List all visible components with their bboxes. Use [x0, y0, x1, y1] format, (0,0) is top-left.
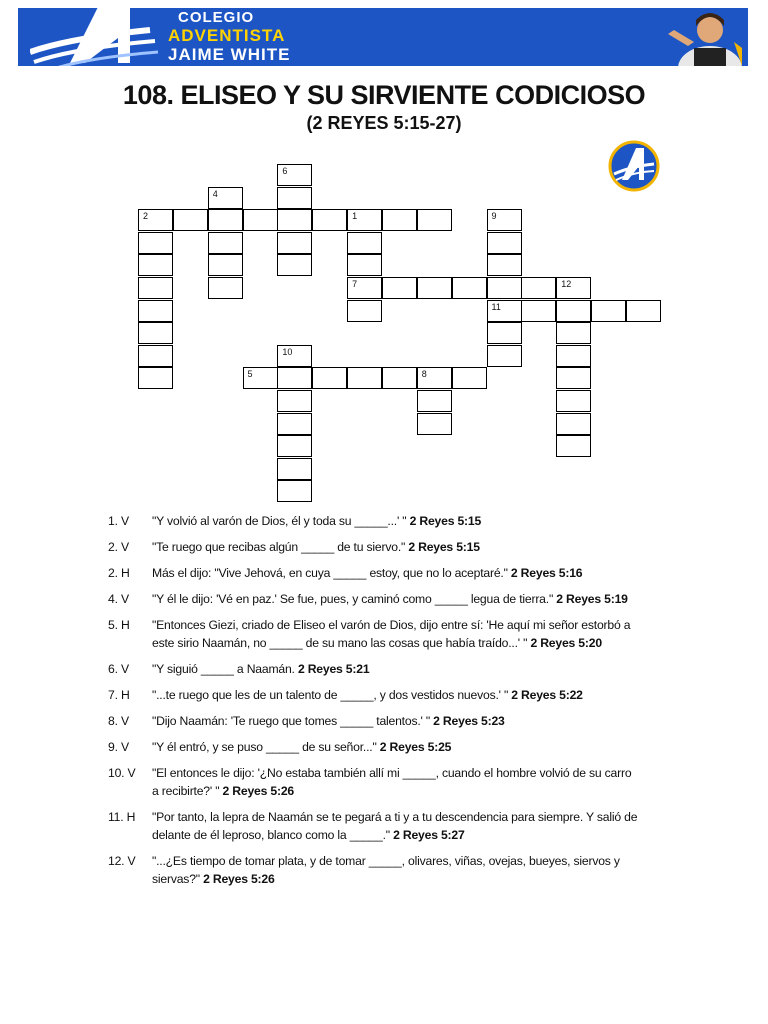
crossword-cell[interactable]: [138, 277, 173, 299]
clue-number-marker: 1: [352, 211, 358, 222]
clue-number: 9. V: [108, 740, 129, 754]
clue-text: "...¿Es tiempo de tomar plata, y de tomar _____, olivares, viñas, ovejas, bueyes, siervos y siervas?": [152, 854, 620, 886]
crossword-cell[interactable]: [243, 209, 278, 231]
clue-item: [108, 590, 638, 608]
clue-number: 11. H: [108, 810, 136, 824]
clue-number-marker: 12: [561, 279, 572, 289]
clue-item: [108, 660, 638, 678]
clue-text: "Y volvió al varón de Dios, él y toda su _____...' ": [152, 514, 407, 528]
crossword-cell[interactable]: [277, 232, 312, 254]
crossword-cell[interactable]: [312, 209, 347, 231]
clue-number-marker: 7: [352, 279, 358, 289]
crossword-cell[interactable]: [487, 322, 522, 344]
crossword-cell[interactable]: [312, 367, 347, 389]
clue-reference: 2 Reyes 5:23: [433, 714, 505, 728]
crossword-cell[interactable]: [138, 345, 173, 367]
crossword-cell[interactable]: [556, 345, 591, 367]
crossword-cell[interactable]: [556, 367, 591, 389]
crossword-cell[interactable]: [487, 345, 522, 367]
crossword-cell[interactable]: [417, 277, 452, 299]
clue-item: [108, 738, 638, 756]
clue-item: [108, 712, 638, 730]
crossword-cell[interactable]: [277, 458, 312, 480]
clue-reference: 2 Reyes 5:26: [203, 872, 275, 886]
crossword-cell[interactable]: [417, 390, 452, 412]
crossword-cell[interactable]: [521, 277, 556, 299]
crossword-cell[interactable]: [277, 390, 312, 412]
crossword-cell[interactable]: [277, 480, 312, 502]
crossword-cell[interactable]: [208, 209, 243, 231]
crossword-cell[interactable]: [556, 435, 591, 457]
page-subtitle: (2 REYES 5:15-27): [306, 113, 462, 133]
crossword-cell[interactable]: [591, 300, 626, 322]
clue-item: [108, 512, 638, 530]
clue-reference: 2 Reyes 5:25: [379, 740, 452, 754]
clue-number-marker: 5: [247, 369, 253, 380]
crossword-cell[interactable]: [382, 277, 417, 299]
clue-reference: 2 Reyes 5:22: [511, 688, 583, 702]
crossword-cell[interactable]: [521, 300, 556, 322]
crossword-cell[interactable]: [138, 367, 173, 389]
crossword-cell[interactable]: [626, 300, 661, 322]
clue-number: 1. V: [108, 514, 129, 528]
clue-text: Más el dijo: "Vive Jehová, en cuya _____ estoy, que no lo aceptaré.": [152, 566, 508, 580]
crossword-cell[interactable]: [452, 367, 487, 389]
crossword-cell[interactable]: [208, 277, 243, 299]
crossword-cell[interactable]: [556, 322, 591, 344]
clue-reference: 2 Reyes 5:20: [530, 636, 602, 650]
clue-item: [108, 808, 638, 844]
clue-reference: 2 Reyes 5:16: [510, 566, 583, 580]
crossword-cell[interactable]: [347, 254, 382, 276]
crossword-cell[interactable]: [208, 254, 243, 276]
crossword-cell[interactable]: [452, 277, 487, 299]
crossword-cell[interactable]: [382, 367, 417, 389]
clue-number: 8. V: [108, 714, 129, 728]
clue-item: [108, 764, 638, 800]
crossword-cell[interactable]: [556, 300, 591, 322]
crossword-cell[interactable]: [138, 322, 173, 344]
clue-number-marker: 10: [282, 346, 293, 357]
clue-list: [108, 512, 638, 896]
clue-number: 2. H: [108, 566, 130, 580]
clue-reference: 2 Reyes 5:27: [393, 828, 465, 842]
crossword-cell[interactable]: [277, 435, 312, 457]
clue-text: "Y él entró, y se puso _____ de su señor...": [152, 740, 377, 754]
crossword-cell[interactable]: [487, 277, 522, 299]
clue-reference: 2 Reyes 5:19: [556, 592, 628, 606]
crossword-cell[interactable]: [277, 367, 312, 389]
clue-reference: 2 Reyes 5:21: [297, 662, 370, 676]
clue-text: "...te ruego que les de un talento de _____, y dos vestidos nuevos.' ": [152, 688, 509, 702]
crossword-cell[interactable]: [487, 254, 522, 276]
clue-item: [108, 852, 638, 888]
school-name-line3: JAIME WHITE: [168, 45, 291, 64]
crossword-cell[interactable]: [277, 413, 312, 435]
crossword-cell[interactable]: [347, 367, 382, 389]
clue-item: [108, 686, 638, 704]
clue-number-marker: 11: [491, 301, 501, 312]
crossword-cell[interactable]: [173, 209, 208, 231]
crossword-cell[interactable]: [417, 209, 452, 231]
clue-number: 7. H: [108, 688, 130, 702]
crossword-cell[interactable]: [417, 413, 452, 435]
crossword-cell[interactable]: [277, 209, 312, 231]
crossword-cell[interactable]: [138, 254, 173, 276]
school-name-line1: COLEGIO: [178, 9, 255, 26]
clue-text: "Te ruego que recibas algún _____ de tu siervo.": [152, 540, 406, 554]
clue-number-marker: 8: [421, 369, 427, 380]
clue-text: "Por tanto, la lepra de Naamán se te pegará a ti y a tu descendencia para siempre. Y salió de delante de él leproso, blanco como la _____.": [152, 810, 638, 842]
clue-reference: 2 Reyes 5:26: [222, 784, 294, 798]
crossword-cell[interactable]: [138, 232, 173, 254]
clue-text: "El entonces le dijo: '¿No estaba también allí mi _____, cuando el hombre volvió de su carro a recibirte?' ": [152, 766, 632, 798]
clue-reference: 2 Reyes 5:15: [409, 514, 482, 528]
crossword-cell[interactable]: [138, 300, 173, 322]
clue-number: 5. H: [108, 618, 130, 632]
clue-number-marker: 9: [491, 211, 497, 222]
clue-item: [108, 564, 638, 582]
school-name-line2: ADVENTISTA: [168, 26, 286, 45]
clue-item: [108, 538, 638, 556]
clue-number-marker: 2: [143, 211, 149, 222]
crossword-cell[interactable]: [556, 390, 591, 412]
clue-number: 12. V: [108, 854, 136, 868]
clue-number: 2. V: [108, 540, 129, 554]
crossword-cell[interactable]: [556, 413, 591, 435]
clue-item: [108, 616, 638, 652]
crossword-cell[interactable]: [208, 232, 243, 254]
crossword-cell[interactable]: [277, 187, 312, 209]
crossword-cell[interactable]: [347, 300, 382, 322]
clue-reference: 2 Reyes 5:15: [408, 540, 480, 554]
clue-text: "Dijo Naamán: 'Te ruego que tomes _____ talentos.' ": [152, 714, 430, 728]
clue-text: "Y él le dijo: 'Vé en paz.' Se fue, pues, y caminó como _____ legua de tierra.": [152, 592, 554, 606]
crossword-cell[interactable]: [277, 254, 312, 276]
clue-text: "Entonces Giezi, criado de Eliseo el varón de Dios, dijo entre sí: 'He aquí mi señor estorbó a este sirio Naamán, no _____ de su mano las cosas que había traído...' ": [152, 618, 631, 650]
clue-number: 6. V: [108, 662, 129, 676]
clue-number: 4. V: [108, 592, 129, 606]
crossword-cell[interactable]: [382, 209, 417, 231]
clue-text: "Y siguió _____ a Naamán.: [152, 662, 295, 676]
crossword-cell[interactable]: [487, 232, 522, 254]
clue-number-marker: 6: [282, 166, 288, 176]
clue-number: 10. V: [108, 766, 136, 780]
clue-number-marker: 4: [212, 188, 218, 199]
page-title: 108. ELISEO Y SU SIRVIENTE CODICIOSO: [122, 80, 646, 110]
crossword-cell[interactable]: [347, 232, 382, 254]
